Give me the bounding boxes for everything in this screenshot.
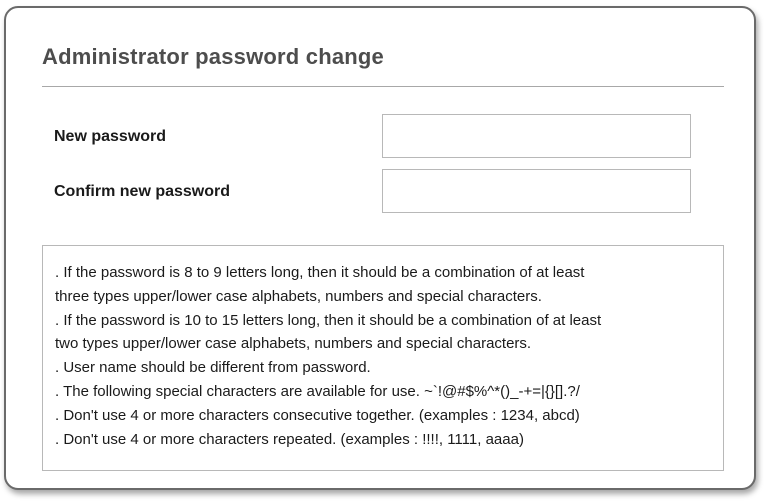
new-password-label: New password: [54, 128, 167, 145]
password-rule-line: . User name should be different from password.: [55, 359, 371, 377]
dialog-title: Administrator password change: [42, 44, 384, 69]
password-rule-line: three types upper/lower case alphabets, numbers and special characters.: [55, 287, 542, 305]
password-rule-line: . If the password is 10 to 15 letters long, then it should be a combination of at least: [55, 311, 602, 329]
confirm-password-input[interactable]: [382, 169, 691, 213]
password-rule-line: . The following special characters are available for use. ~`!@#$%^*()_-+=|{}[].?/: [55, 382, 580, 400]
password-rule-line: . Don't use 4 or more characters repeated. (examples : !!!!, 1111, aaaa): [55, 430, 524, 448]
new-password-input[interactable]: [382, 114, 691, 158]
confirm-password-label: Confirm new password: [54, 183, 231, 200]
password-rule-line: two types upper/lower case alphabets, numbers and special characters.: [55, 335, 532, 353]
password-rule-line: . If the password is 8 to 9 letters long, then it should be a combination of at least: [55, 264, 585, 281]
password-rule-line: . Don't use 4 or more characters consecutive together. (examples : 1234, abcd): [55, 406, 580, 424]
title-divider: [42, 86, 724, 87]
password-change-dialog: [4, 6, 756, 490]
password-rules-box: [42, 245, 724, 471]
